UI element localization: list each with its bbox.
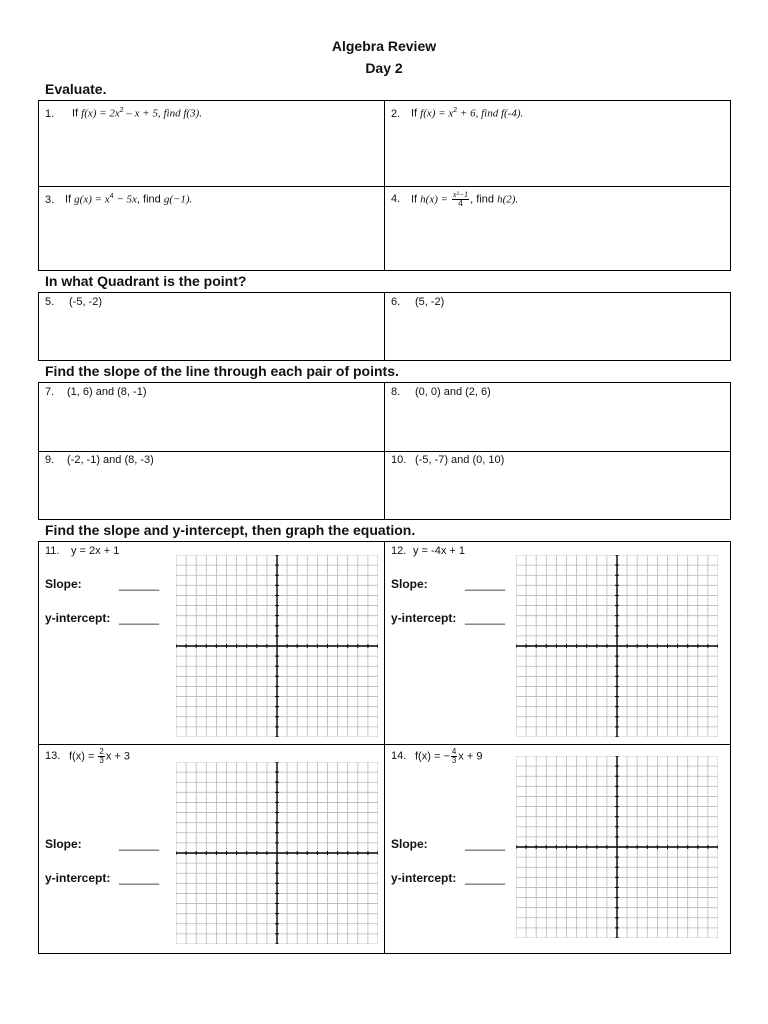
fraction: $\frac{\text{x²−1}}{4}$ — [452, 190, 469, 208]
y-intercept-label: y-intercept: — [45, 871, 111, 885]
problem-10: 10. (-5, -7) and (0, 10) — [391, 454, 505, 466]
problem-6: 6. (5, -2) — [391, 296, 445, 308]
table-divider — [39, 186, 730, 187]
problem-12: 12. y = -4x + 1 — [391, 545, 465, 557]
section-evaluate-heading: Evaluate. — [45, 81, 107, 97]
slope-answer-blank[interactable]: ______ — [119, 837, 160, 851]
table-divider — [39, 744, 730, 745]
problem-1: 1. If $f(x) = 2x^2 - x + 5$, find f(3). — [45, 107, 202, 120]
section-graph-heading: Find the slope and y-intercept, then graph the equation. — [45, 522, 416, 538]
slope-answer-blank[interactable]: ______ — [465, 837, 506, 851]
section-slope-heading: Find the slope of the line through each pair of points. — [45, 363, 399, 379]
fraction: $\frac{4}{3}$ — [451, 747, 457, 765]
coordinate-grid-14[interactable] — [516, 756, 718, 938]
slope-label: Slope: — [45, 577, 82, 591]
fraction: $\frac{2}{3}$ — [99, 747, 104, 765]
slope-label: Slope: — [45, 837, 82, 851]
problem-11: 11. y = 2x + 1 — [45, 545, 120, 557]
y-intercept-label: y-intercept: — [391, 611, 457, 625]
page-title: Algebra Review — [331, 38, 437, 54]
slope-table — [38, 382, 731, 520]
slope-answer-blank[interactable]: ______ — [465, 577, 506, 591]
quadrant-table — [38, 292, 731, 361]
y-intercept-answer-blank[interactable]: ______ — [119, 611, 160, 625]
table-divider — [39, 451, 730, 452]
y-intercept-label: y-intercept: — [391, 871, 457, 885]
page-subtitle: Day 2 — [365, 60, 403, 76]
coordinate-grid-13[interactable] — [176, 762, 378, 944]
slope-label: Slope: — [391, 577, 428, 591]
y-intercept-answer-blank[interactable]: ______ — [119, 871, 160, 885]
slope-answer-blank[interactable]: ______ — [119, 577, 160, 591]
problem-4: 4. If h(x) = $\frac{\text{x²−1}}{4}$ , find h(2). — [391, 190, 519, 208]
problem-7: 7. (1, 6) and (8, -1) — [45, 386, 147, 398]
coordinate-grid-11[interactable] — [176, 555, 378, 737]
problem-5: 5. (-5, -2) — [45, 296, 102, 308]
slope-label: Slope: — [391, 837, 428, 851]
table-divider — [384, 293, 385, 360]
problem-13: 13. f(x) = $\frac{2}{3}$ x + 3 — [45, 747, 131, 765]
coordinate-grid-12[interactable] — [516, 555, 718, 737]
problem-8: 8. (0, 0) and (2, 6) — [391, 386, 491, 398]
problem-3: 3. If $g(x) = x^4 - 5x$, find g(−1). — [45, 193, 193, 206]
y-intercept-answer-blank[interactable]: ______ — [465, 871, 506, 885]
problem-2: 2. If $f(x) = x^2 + 6$, find f(-4). — [391, 107, 524, 120]
problem-14: 14. f(x) = − $\frac{4}{3}$ x + 9 — [391, 747, 483, 765]
table-divider — [384, 542, 385, 953]
section-quadrant-heading: In what Quadrant is the point? — [45, 273, 247, 289]
problem-9: 9. (-2, -1) and (8, -3) — [45, 454, 154, 466]
evaluate-table — [38, 100, 731, 271]
y-intercept-label: y-intercept: — [45, 611, 111, 625]
y-intercept-answer-blank[interactable]: ______ — [465, 611, 506, 625]
